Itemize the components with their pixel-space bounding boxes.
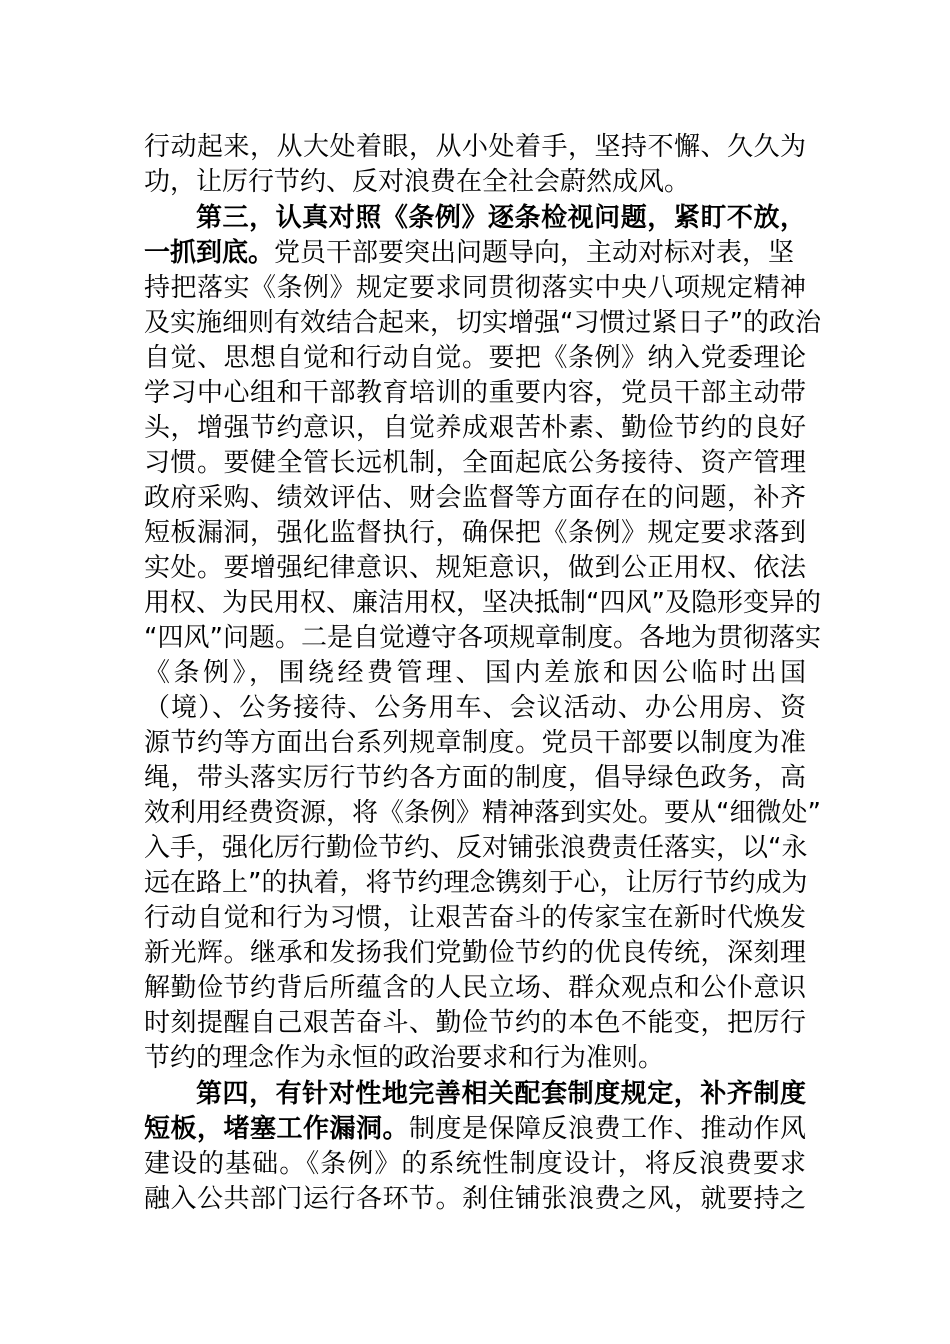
text-line: 及实施细则有效结合起来，切实增强“习惯过紧日子”的政治 [144, 308, 821, 338]
text-line: 用权、为民用权、廉洁用权，坚决抵制“四风”及隐形变异的 [144, 588, 821, 618]
text-line: 《条例》，围绕经费管理、国内差旅和因公临时出国 [144, 658, 806, 688]
text-line: “四风”问题。二是自觉遵守各项规章制度。各地为贯彻落实 [144, 623, 821, 653]
text-line: 短板漏洞，强化监督执行，确保把《条例》规定要求落到 [144, 518, 806, 548]
text-line: 源节约等方面出台系列规章制度。党员干部要以制度为准 [144, 728, 806, 758]
section-four-heading-cont: 短板，堵塞工作漏洞。 [144, 1114, 409, 1144]
text-run: 党员干部要突出问题导向，主动对标对表，坚 [274, 238, 795, 268]
text-line: 融入公共部门运行各环节。刹住铺张浪费之风，就要持之 [144, 1184, 806, 1214]
section-three-heading-cont: 一抓到底。 [144, 238, 275, 268]
text-line: 行动起来，从大处着眼，从小处着手，坚持不懈、久久为 [144, 132, 806, 162]
text-line: 效利用经费资源，将《条例》精神落到实处。要从“细微处” [144, 798, 821, 828]
text-line: 解勤俭节约背后所蕴含的人民立场、群众观点和公仆意识 [144, 973, 806, 1003]
text-line: 远在路上”的执着，将节约理念镌刻于心，让厉行节约成为 [144, 868, 808, 898]
text-line: 入手，强化厉行勤俭节约、反对铺张浪费责任落实，以“永 [144, 833, 808, 863]
text-line: 持把落实《条例》规定要求同贯彻落实中央八项规定精神 [144, 273, 806, 303]
text-line: 时刻提醒自己艰苦奋斗、勤俭节约的本色不能变，把厉行 [144, 1008, 806, 1038]
text-line: 政府采购、绩效评估、财会监督等方面存在的问题，补齐 [144, 483, 806, 513]
text-line: 绳，带头落实厉行节约各方面的制度，倡导绿色政务，高 [144, 763, 806, 793]
text-line [144, 236, 806, 270]
text-line: （境）、公务接待、公务用车、会议活动、办公用房、资 [144, 693, 806, 723]
text-line: 头，增强节约意识，自觉养成艰苦朴素、勤俭节约的良好 [144, 413, 806, 443]
section-three-heading: 第三，认真对照《条例》逐条检视问题，紧盯不放， [196, 203, 806, 233]
text-line: 新光辉。继承和发扬我们党勤俭节约的优良传统，深刻理 [144, 938, 806, 968]
text-line: 建设的基础。《条例》的系统性制度设计，将反浪费要求 [144, 1149, 806, 1179]
section-four-heading: 第四，有针对性地完善相关配套制度规定，补齐制度 [196, 1079, 806, 1109]
text-line: 行动自觉和行为习惯，让艰苦奋斗的传家宝在新时代焕发 [144, 903, 806, 933]
text-line: 学习中心组和干部教育培训的重要内容，党员干部主动带 [144, 378, 806, 408]
text-line: 自觉、思想自觉和行动自觉。要把《条例》纳入党委理论 [144, 343, 806, 373]
text-line [144, 1112, 806, 1146]
text-line: 节约的理念作为永恒的政治要求和行为准则。 [144, 1043, 665, 1073]
text-run: 制度是保障反浪费工作、推动作风 [409, 1114, 806, 1144]
text-line: 习惯。要健全管长远机制，全面起底公务接待、资产管理 [144, 448, 806, 478]
text-line: 实处。要增强纪律意识、规矩意识，做到公正用权、依法 [144, 553, 806, 583]
text-line: 功，让厉行节约、反对浪费在全社会蔚然成风。 [144, 167, 691, 197]
